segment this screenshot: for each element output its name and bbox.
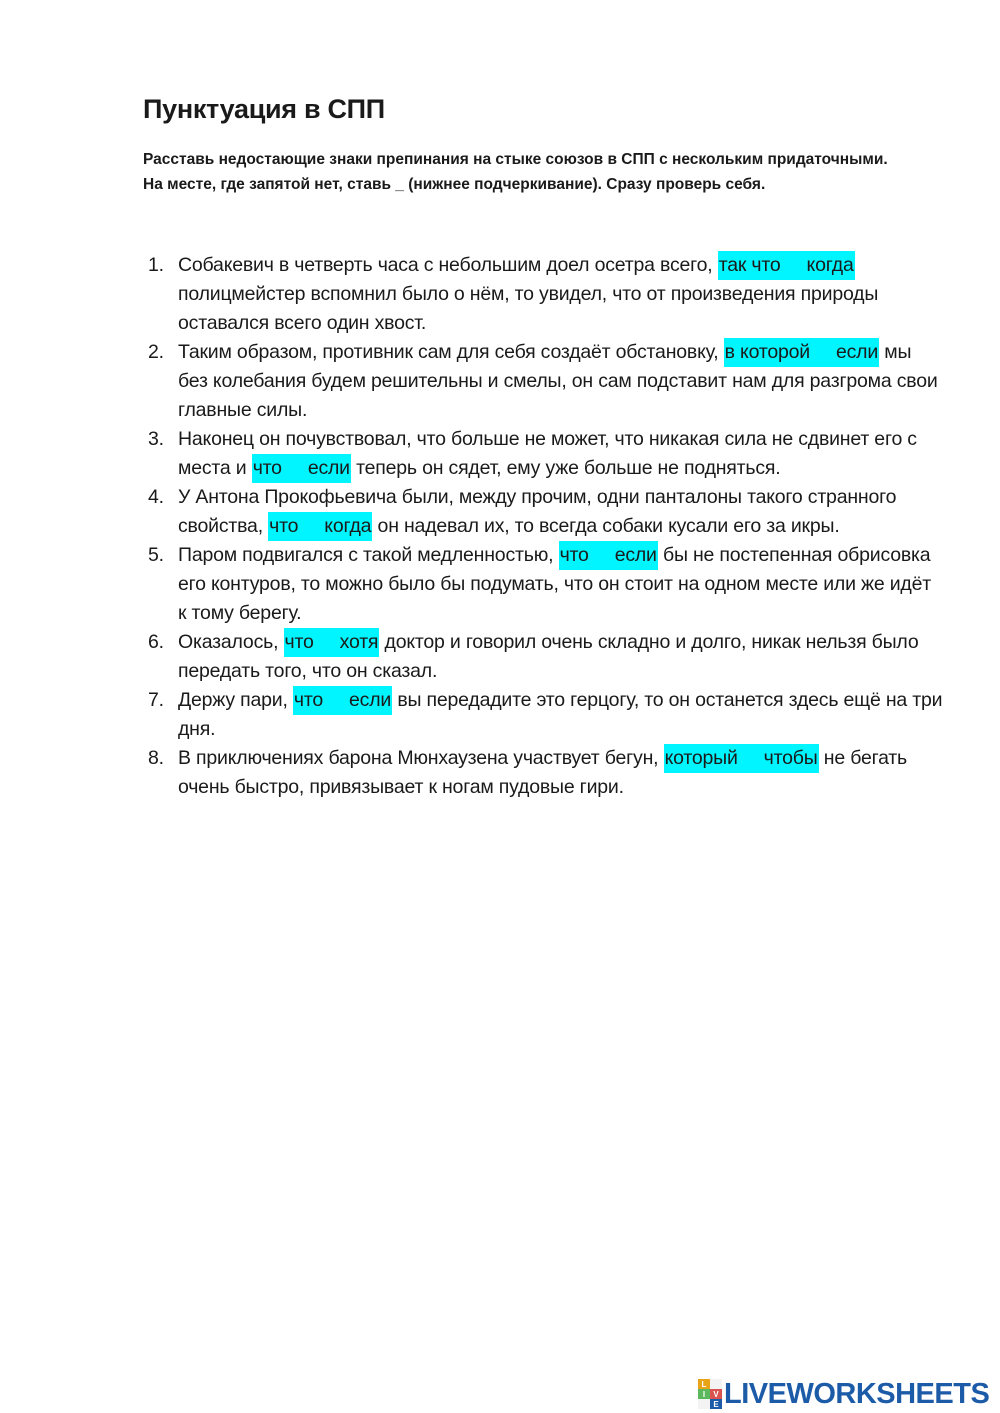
liveworksheets-logo-icon — [698, 1379, 722, 1409]
instructions — [143, 147, 963, 197]
gap-word-2: если — [614, 544, 657, 566]
item-text-before: Держу пари, — [178, 689, 293, 711]
instruction-line-2: На месте, где запятой нет, ставь _ (нижнее подчеркивание). Сразу проверь себя. — [143, 176, 766, 193]
gap-word-1: что — [559, 544, 589, 566]
gap-word-1: что — [293, 689, 324, 711]
item-text-before: Таким образом, противник сам для себя создаёт обстановку, — [178, 341, 724, 363]
answer-gap[interactable] — [559, 541, 658, 570]
brand-name: LIVEWORKSHEETS — [724, 1377, 990, 1410]
gap-word-2: когда — [324, 515, 372, 537]
task-item-4 — [143, 483, 943, 541]
item-text-after: доктор и говорил очень складно и долго, никак нельзя было передать того, что он сказал. — [178, 631, 919, 682]
item-text-before: Паром подвигался с такой медленностью, — [178, 544, 559, 566]
logo-letter-e: E — [710, 1399, 722, 1409]
item-text-after: полицмейстер вспомнил было о нём, то увидел, что от произведения природы оставался всего один хвост. — [178, 283, 879, 334]
task-item-5 — [143, 541, 943, 628]
answer-gap[interactable] — [284, 628, 380, 657]
item-number: 7. — [148, 689, 164, 711]
task-item-8 — [143, 744, 943, 802]
liveworksheets-logo — [698, 1376, 989, 1412]
item-number: 3. — [148, 428, 164, 450]
task-item-2 — [143, 338, 943, 425]
answer-gap[interactable] — [664, 744, 819, 773]
item-text-after: не бегать очень быстро, привязывает к ногам пудовые гири. — [178, 747, 907, 798]
gap-word-2: если — [307, 457, 350, 479]
task-list — [143, 251, 943, 802]
item-text-after: теперь он сядет, ему уже больше не подняться. — [350, 457, 781, 479]
page-title: Пунктуация в СПП — [143, 94, 385, 124]
answer-gap[interactable] — [268, 512, 372, 541]
gap-word-1: который — [664, 747, 738, 769]
gap-word-2: чтобы — [763, 747, 818, 769]
item-number: 5. — [148, 544, 164, 566]
answer-gap[interactable] — [293, 686, 392, 715]
gap-word-2: если — [835, 341, 879, 363]
item-number: 4. — [148, 486, 164, 508]
item-text-before: Собакевич в четверть часа с небольшим доел осетра всего, — [178, 254, 718, 276]
gap-word-1: что — [269, 515, 299, 537]
item-number: 2. — [148, 341, 164, 363]
gap-word-1: что — [252, 457, 282, 479]
answer-gap[interactable] — [252, 454, 351, 483]
answer-gap[interactable] — [718, 251, 855, 280]
task-item-7 — [143, 686, 943, 744]
item-text-before: В приключениях барона Мюнхаузена участвует бегун, — [178, 747, 664, 769]
gap-word-2: когда — [806, 254, 854, 276]
task-item-6 — [143, 628, 943, 686]
item-text-before: У Антона Прокофьевича были, между прочим, одни панталоны такого странного свойства, — [178, 486, 897, 537]
logo-letter-i: I — [698, 1389, 710, 1399]
gap-word-2: если — [349, 689, 392, 711]
task-item-3 — [143, 425, 943, 483]
gap-word-2: хотя — [339, 631, 379, 653]
task-item-1 — [143, 251, 943, 338]
logo-letter-v: V — [710, 1389, 722, 1399]
gap-word-1: так что — [718, 254, 781, 276]
item-text-before: Оказалось, — [178, 631, 284, 653]
answer-gap[interactable] — [724, 338, 879, 367]
instruction-line-1: Расставь недостающие знаки препинания на стыке союзов в СПП с нескольким придаточными. — [143, 151, 888, 168]
gap-word-1: в которой — [724, 341, 810, 363]
item-number: 6. — [148, 631, 164, 653]
item-number: 1. — [148, 254, 164, 276]
item-text-after: вы передадите это герцогу, то он останется здесь ещё на три дня. — [178, 689, 943, 740]
item-text-before: Наконец он почувствовал, что больше не может, что никакая сила не сдвинет его с места и — [178, 428, 917, 479]
item-text-after: мы без колебания будем решительны и смелы, он сам подставит нам для разгрома свои главные силы. — [178, 341, 938, 421]
item-text-after: бы не постепенная обрисовка его контуров, то можно было бы подумать, что он стоит на одном месте или же идёт к тому берегу. — [178, 544, 931, 624]
logo-letter-l: L — [698, 1379, 710, 1389]
item-number: 8. — [148, 747, 164, 769]
item-text-after: он надевал их, то всегда собаки кусали его за икры. — [372, 515, 840, 537]
gap-word-1: что — [284, 631, 314, 653]
